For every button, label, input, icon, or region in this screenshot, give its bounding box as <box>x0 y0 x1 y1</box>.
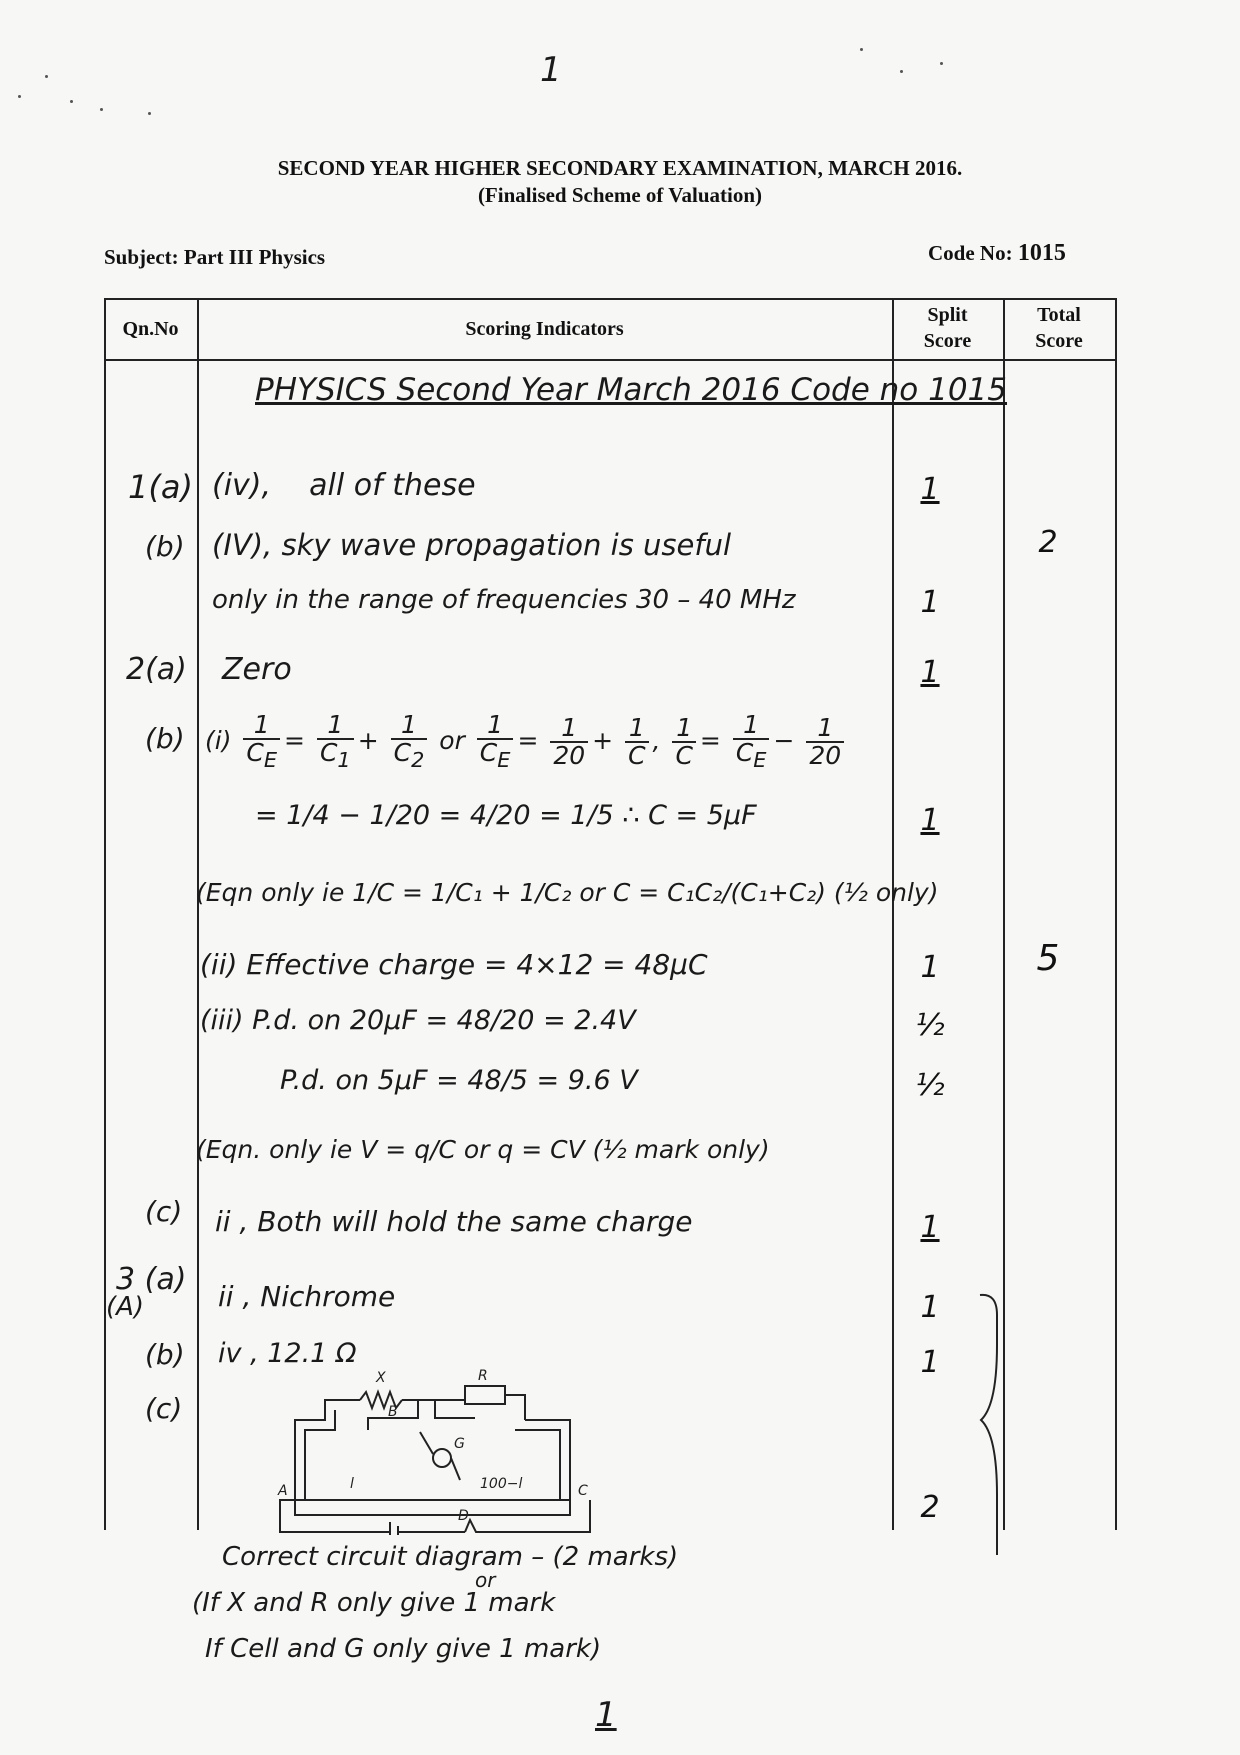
scan-speck <box>45 75 48 78</box>
marking-note-2: If Cell and G only give 1 mark) <box>205 1634 602 1664</box>
table-right-border <box>1115 298 1117 1530</box>
q2c-split-score: 1 <box>920 1210 940 1245</box>
marking-note-1: (If X and R only give 1 mark <box>192 1588 556 1618</box>
q3b-number: (b) <box>145 1338 185 1371</box>
q1b-number: (b) <box>145 530 185 563</box>
q3c-number: (c) <box>145 1392 183 1425</box>
label-100-l: 100−l <box>480 1476 523 1492</box>
q2b-ii-answer: (ii) Effective charge = 4×12 = 48μC <box>200 948 708 981</box>
q2b-iii-split-2: ½ <box>915 1068 945 1103</box>
page-number-bottom: 1 <box>595 1695 617 1735</box>
q1-total-score: 2 <box>1038 525 1058 560</box>
q2a-split-score: 1 <box>920 655 940 690</box>
col-header-indicators: Scoring Indicators <box>465 318 624 340</box>
metre-bridge-diagram <box>270 1360 640 1535</box>
q3a-answer: ii , Nichrome <box>218 1280 396 1313</box>
col-header-total-1: Total <box>1037 304 1081 326</box>
q2a-number: 2(a) <box>126 652 187 687</box>
col-header-qn: Qn.No <box>122 318 179 340</box>
scan-speck <box>100 108 103 111</box>
q3-brace <box>975 1285 1015 1565</box>
q1b-answer-line1: (IV), sky wave propagation is useful <box>212 528 732 562</box>
table-qn-divider <box>197 298 199 1530</box>
q3a-sub-number: (A) <box>106 1292 145 1322</box>
q3b-split-score: 1 <box>920 1345 940 1380</box>
page-number-top: 1 <box>540 50 562 90</box>
scan-speck <box>860 48 863 51</box>
q3c-split-score: 2 <box>920 1490 940 1525</box>
or-text: or <box>475 1568 496 1592</box>
q2b-ii-split-score: 1 <box>920 950 940 985</box>
label-c: C <box>578 1483 588 1499</box>
handwritten-title: PHYSICS Second Year March 2016 Code no 1015 <box>255 372 1008 408</box>
q2b-iii-answer-2: P.d. on 5μF = 48/5 = 9.6 V <box>280 1065 638 1096</box>
label-r: R <box>478 1368 488 1384</box>
col-header-total <box>1003 302 1115 354</box>
subject-label: Subject: Part III Physics <box>104 245 326 269</box>
q2b-equation-note: (Eqn only ie 1/C = 1/C₁ + 1/C₂ or C = C₁C₂/(C₁+C₂) (½ only) <box>196 878 939 907</box>
label-d: D <box>458 1508 469 1524</box>
q2b-iii-answer-1: (iii) P.d. on 20μF = 48/20 = 2.4V <box>200 1005 636 1036</box>
table-top-border <box>104 298 1116 300</box>
col-header-split-2: Score <box>923 330 972 352</box>
header-title: SECOND YEAR HIGHER SECONDARY EXAMINATION, MARCH 2016. <box>277 156 963 180</box>
label-l: l <box>350 1476 354 1492</box>
q2a-answer: Zero <box>222 652 292 687</box>
circuit-note: Correct circuit diagram – (2 marks) <box>222 1542 679 1572</box>
q1b-split-score: 1 <box>920 585 940 620</box>
scan-speck <box>900 70 903 73</box>
q2b-split-score: 1 <box>920 803 940 838</box>
q2b-iii-split-1: ½ <box>915 1008 945 1043</box>
col-header-total-2: Score <box>1035 330 1083 352</box>
q3b-answer: iv , 12.1 Ω <box>218 1338 357 1369</box>
code-value: 1015 <box>1017 240 1066 266</box>
q2-total-score: 5 <box>1036 938 1060 979</box>
q2c-number: (c) <box>145 1195 183 1228</box>
q2b-equation-note-2: (Eqn. only ie V = q/C or q = CV (½ mark only) <box>196 1135 770 1164</box>
label-g: G <box>454 1436 465 1452</box>
code-label: Code No: <box>928 241 1013 265</box>
q2b-formula-line2: = 1/4 − 1/20 = 4/20 = 1/5 ∴ C = 5μF <box>255 800 757 831</box>
code-number <box>928 240 1066 267</box>
q3a-split-score: 1 <box>920 1290 940 1325</box>
scan-speck <box>940 62 943 65</box>
table-left-border <box>104 298 106 1530</box>
q1a-split-score: 1 <box>920 472 940 507</box>
q2b-number: (b) <box>145 722 185 755</box>
q2b-formula-line1: (i) $\frac{1}{C_E}$ = $\frac{1}{C_1}$ + $\frac{1}{C_2}$ or $\frac{1}{C_E}$ = $\frac{1}{20}$ + $\frac{1}{C}$ , $\frac{1}{C}$ = $\frac{1}{C_E}$ − $\frac{1}{20}$ <box>205 712 848 772</box>
table-split-divider <box>892 298 894 1530</box>
q3a-number: 3 (a) <box>116 1262 187 1297</box>
q2c-answer: ii , Both will hold the same charge <box>215 1205 693 1238</box>
scan-speck <box>70 100 73 103</box>
q1a-answer: (iv), all of these <box>212 468 476 503</box>
col-header-split-1: Split <box>927 304 968 326</box>
table-header-border <box>104 359 1116 361</box>
header-subtitle: (Finalised Scheme of Valuation) <box>477 183 763 207</box>
q1a-number: 1(a) <box>128 468 193 506</box>
scan-speck <box>148 112 151 115</box>
label-b: B <box>388 1404 398 1420</box>
q1b-answer-line2: only in the range of frequencies 30 – 40 MHz <box>212 585 796 615</box>
scan-speck <box>18 95 21 98</box>
col-header-split <box>892 302 1003 354</box>
label-x: X <box>376 1370 386 1386</box>
label-a: A <box>278 1483 288 1499</box>
q2b-part-i: (i) <box>205 726 232 756</box>
